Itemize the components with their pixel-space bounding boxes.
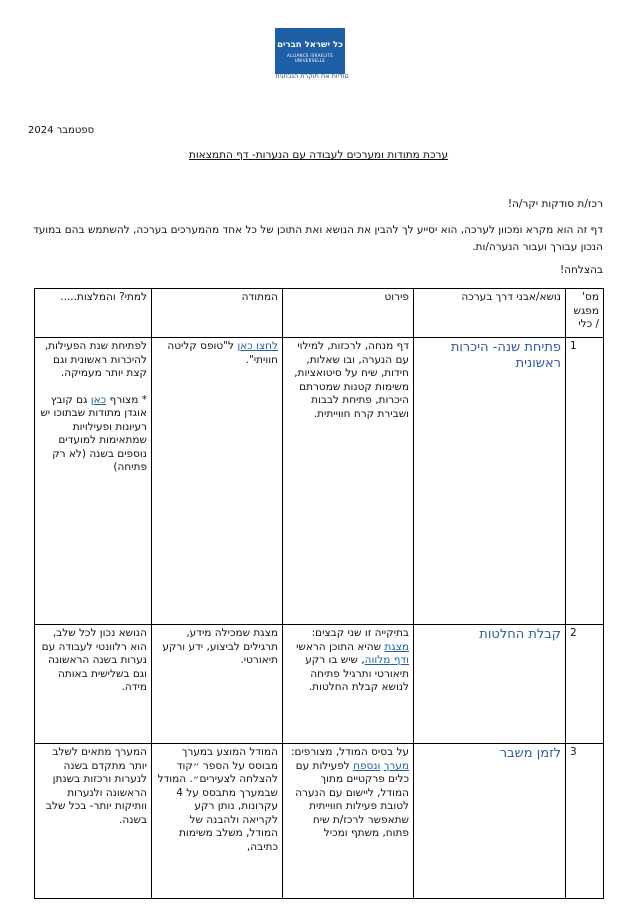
row-details: דף מנחה, לרכזות, למילוי עם הנערה, ובו שאלות, חידות, שיח על סיטואציות, משימות קטנות שמטרתם היכרות, פתיחת לבבות ושבירת קרח חווייתית. — [283, 338, 414, 625]
details-mid: שהיא התוכן הראשי — [296, 640, 382, 653]
logo-main-text: כל ישראל חברים — [277, 40, 343, 50]
when-text: לפתיחת שנת הפעילות, להיכרות ראשונית וגם קצת יותר מעמיקה. — [44, 340, 147, 379]
table-row — [35, 625, 604, 744]
when-note-link[interactable]: כאן — [90, 393, 107, 406]
when-note-pre: * מצורף — [109, 393, 147, 406]
presentation-link[interactable]: מצגת — [384, 640, 409, 653]
table-row — [35, 744, 604, 899]
row-method: מצגת שמכילה מידע, תרגילים לביצוע, ידע ורקע תיאורטי. — [152, 625, 283, 744]
companion-page-link[interactable]: ודף מלווה — [364, 654, 409, 666]
details-pre: בתיקייה זו שני קבצים: — [311, 627, 409, 639]
intro-paragraph: דף זה הוא מקרא ומכוון לערכה, הוא יסייע לך להבין את הנושא ואת התוכן של כל אחד מהמערכים בערכה, להשתמש בהם במועד הנכון עבורך ועבור הנערה/ות. — [33, 224, 603, 253]
row-number: 2 — [566, 625, 604, 744]
lesson-plan-link[interactable]: מערך — [383, 759, 409, 772]
table-row — [35, 338, 604, 625]
when-note — [39, 394, 147, 475]
row-when: הנושא נכון לכל שלב, הוא רלוונטי לעבודה עם נערות בשנה הראשונה וגם בשלישית באותה מידה. — [35, 625, 152, 744]
document-date: ספטמבר 2024 — [28, 125, 95, 136]
details-post: לפעילות עם כלים פרקטיים מתוך המודל, ליישום עם הנערה לטובת פעילות חווייתית שתאפשר לרכז/ת שיח פתוח, משתף ומכיל — [295, 759, 409, 839]
document-title: ערכת מתודות ומערכים לעבודה עם הנערות- דף התמצאות — [188, 149, 449, 161]
table-header-row — [35, 289, 604, 338]
header-details: פירוט — [283, 289, 414, 338]
row-topic: קבלת החלטות — [414, 625, 566, 744]
logo — [275, 28, 345, 74]
row-number: 1 — [566, 338, 604, 625]
row-when — [35, 338, 152, 625]
details-pre: על בסיס המודל, מצורפים: — [290, 746, 409, 758]
method-text: ל"טופס קליטה חוויתי". — [167, 340, 278, 366]
row-method — [152, 338, 283, 625]
logo-tagline: סודיות את תוקרת הנכחנית — [275, 72, 349, 80]
header-when: למתי? והמלצות..... — [35, 289, 152, 338]
header-method: המתודה — [152, 289, 283, 338]
logo-sub-text: ALLIANCE ISRAELITE UNIVERSELLE — [286, 53, 334, 63]
appendix-link[interactable]: ונספח — [353, 759, 381, 772]
row-topic: פתיחת שנה- היכרות ראשונית — [414, 338, 566, 625]
header-topic: נושא/אבני דרך בערכה — [414, 289, 566, 338]
greeting: רכז/ת סודקות יקר/ה! — [507, 198, 603, 210]
methods-table — [34, 288, 604, 899]
row-method: המודל המוצע במערך מבוסס על הספר ״קוד להצלחה לצעירים״. המודל שבמערך מתבסס על 4 עקרונות, נותן רקע לקריאה ולהבנה של המודל, משלב משימות כתיבה, — [152, 744, 283, 899]
details-post: , שיש בו רקע תיאורטי ותרגיל פתיחה לנושא קבלת החלטות. — [305, 654, 409, 693]
when-note-post: גם קובץ אוגדן מתודות שבתוכו יש רעיונות ופעילויות שמתאימות למועדים נוספים בשנה (לא רק פתיחה) — [40, 393, 147, 473]
row-when: המערך מתאים לשלב יותר מתקדם בשנה לנערות ורכזות בשנתן הראשונה ולנערות וותיקות יותר- בכל שלב בשנה. — [35, 744, 152, 899]
row-topic: לזמן משבר — [414, 744, 566, 899]
row-number: 3 — [566, 744, 604, 899]
header-number: מס' מפגש / כלי — [566, 289, 604, 338]
row-details — [283, 744, 414, 899]
closing-line: בהצלחה! — [559, 264, 603, 276]
row-details — [283, 625, 414, 744]
method-link[interactable]: לחצו כאן — [237, 340, 278, 352]
